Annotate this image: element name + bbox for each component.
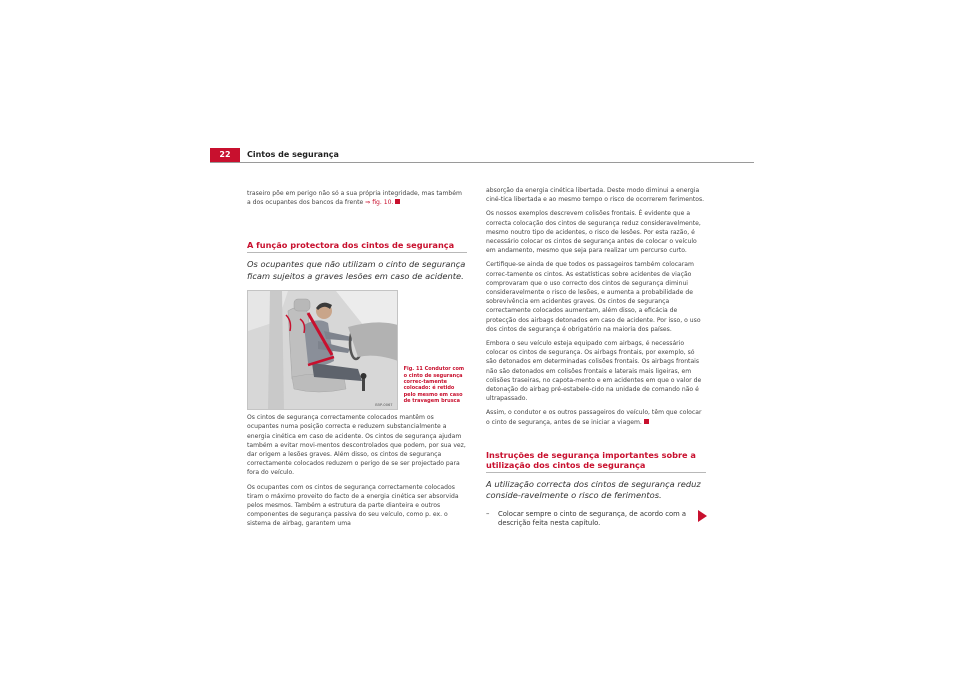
- continue-arrow-icon[interactable]: [698, 510, 707, 522]
- end-of-section-mark: [395, 199, 400, 204]
- body-paragraph: Os nossos exemplos descrevem colisões frontais. É evidente que a correcta colocação dos cintos de segurança reduz consideravelmente, mesmo noutro tipo de acidentes, o risco de lesões. Por esta razão, é necessário colocar os cintos de segurança antes de colocar o veículo em andamento, mesmo que seja para realizar um percurso curto.: [486, 210, 701, 255]
- intro-paragraph: [247, 189, 467, 207]
- list-marker: –: [486, 509, 490, 518]
- body-paragraph: Os cintos de segurança correctamente colocados mantêm os ocupantes numa posição correcta e reduzem substancialmente a energia cinética em caso de acidente. Os cintos de segurança ajudam também a evitar movi-mentos descontrolados que podem, por sua vez, dar origem a lesões graves. Além disso, os cintos de segurança correctamente colocados reduzem o perigo de se ser projectado para fora do veículo.: [247, 414, 466, 477]
- figure-caption: Fig. 11 Condutor com o cinto de segurança correc-tamente colocado: é retido pelo mesmo em caso de travagem brusca: [403, 366, 465, 404]
- closing-paragraph: [486, 408, 706, 426]
- figure-code: B5P-0067: [375, 403, 393, 408]
- body-paragraph: Embora o seu veículo esteja equipado com airbags, é necessário colocar os cintos de segurança. Os airbags frontais, por exemplo, só são detonados em determinadas colisões frontais. Os airbags frontais não são detonados em colisões frontais e laterais mais ligeiras, em colisões traseiras, no capota-mento e em acidentes em que o valor de detonação do airbag pré-estabele-cido na unidade de comando não é ultrapassado.: [486, 340, 702, 403]
- closing-text: Assim, o condutor e os outros passageiros do veículo, têm que colocar o cinto de segurança, antes de se iniciar a viagem.: [486, 409, 702, 426]
- section-divider: [247, 252, 467, 253]
- body-paragraph: absorção da energia cinética libertada. Deste modo diminui a energia ciné-tica libertada e ao mesmo tempo o risco de ocorrerem ferimentos.: [486, 187, 705, 204]
- figure-reference-link[interactable]: ⇒ fig. 10.: [365, 199, 394, 207]
- intro-text: traseiro põe em perigo não só a sua própria integridade, mas também a dos ocupantes dos bancos da frente: [247, 190, 462, 207]
- end-of-section-mark: [644, 419, 649, 424]
- section-subheading: A utilização correcta dos cintos de segurança reduz conside-ravelmente o risco de ferimentos.: [486, 478, 701, 501]
- section-title: Instruções de segurança importantes sobre a utilização dos cintos de segurança: [486, 449, 696, 470]
- body-paragraph: Os ocupantes com os cintos de segurança correctamente colocados tiram o máximo proveito do facto de a energia cinética ser absorvida pelos mesmos. Também a estrutura da parte dianteira e outros componentes de segurança passiva do seu veículo, como p. ex. o sistema de airbag, garantem uma: [247, 483, 459, 528]
- right-column: [486, 186, 706, 529]
- section-title: A função protectora dos cintos de segurança: [247, 240, 455, 251]
- instruction-text: Colocar sempre o cinto de segurança, de acordo com a descrição feita nesta capítulo.: [498, 509, 687, 528]
- left-column: [247, 189, 467, 534]
- body-paragraph: Certifique-se ainda de que todos os passageiros também colocaram correc-tamente os cintos. As estatísticas sobre acidentes de viação comprovaram que o uso correcto dos cintos de segurança diminui consideravelmente o risco de lesões, e aumenta a probabilidade de sobrevivência em acidentes graves. Os cintos de segurança correctamente colocados aumentam, além disso, a eficácia de protecção dos airbags detonados em caso de acidente. Por isso, o uso dos cintos de segurança é obrigatório na maioria dos países.: [486, 261, 701, 333]
- section-subheading: Os ocupantes que não utilizam o cinto de segurança ficam sujeitos a graves lesões em caso de acidente.: [247, 259, 466, 281]
- header-divider: [210, 162, 754, 163]
- figure-block: [247, 290, 467, 410]
- instruction-list-item: [486, 510, 706, 529]
- page-number: 22: [210, 148, 240, 162]
- driver-seatbelt-illustration: [247, 290, 398, 410]
- section-divider: [486, 472, 706, 473]
- illustration-graphic: [248, 291, 398, 409]
- chapter-title: Cintos de segurança: [247, 150, 339, 159]
- spacer: [486, 432, 706, 450]
- spacer: [247, 212, 467, 240]
